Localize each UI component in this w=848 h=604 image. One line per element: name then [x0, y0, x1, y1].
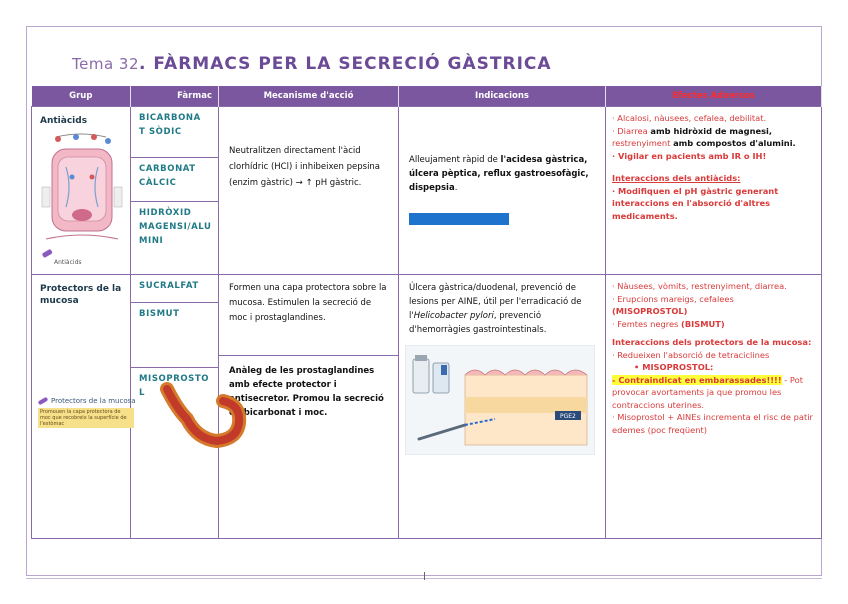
title-main: . FÀRMACS PER LA SECRECIÓ GÀSTRICA	[139, 54, 552, 74]
effect-warning: · Vigilar en pacients amb IR o IH!	[612, 150, 767, 161]
interactions-header-protectors: Interaccions dels protectors de la mucosa:	[612, 337, 812, 347]
effect-line: · Erupcions mareigs, cefalees	[612, 293, 734, 304]
indication-antacids-bold: l'acidesa gàstrica, úlcera pèptica, reflux gastroesofàgic, dispepsia	[409, 155, 589, 193]
drug-misoprostol: MISOPROSTO L	[131, 367, 218, 404]
mechanism-protectors: Formen una capa protectora sobre la mucosa. Estimulen la secreció de moc i prostaglandines.	[229, 283, 387, 323]
table-row-antacids	[32, 107, 822, 275]
title-prefix: Tema 32	[72, 55, 140, 73]
effect-constipation: restrenyiment	[612, 138, 674, 148]
effect-line: · Alcalosi, nàusees, cefalea, debilitat.	[612, 113, 767, 123]
capsule-icon	[38, 397, 49, 405]
effects-cell-protectors	[606, 275, 822, 539]
group-cell-protectors	[32, 275, 136, 539]
header-adverse-effects: Efectes Adversos	[606, 86, 822, 107]
protectors-image-label: Protectors de la mucosa	[38, 397, 208, 405]
header-row	[32, 86, 822, 107]
header-drug: Fàrmac	[131, 86, 219, 107]
mechanism-antacids: Neutralitzen directament l'àcid clorhídric (HCl) i inhibeixen pepsina (enzim gàstric) → ↑ pH gàstric.	[229, 146, 381, 188]
drug-cell-antacids	[131, 107, 219, 275]
effect-black-stool: · Femtes negres	[612, 318, 682, 329]
misoprostol-bullet: • MISOPROSTOL:	[634, 362, 714, 372]
effect-diarrhea: · Diarrea	[612, 125, 651, 136]
page-title	[72, 54, 552, 74]
effect-line	[612, 125, 815, 138]
drug-table	[31, 86, 822, 539]
indication-protectors-pre: Úlcera gàstrica/duodenal, prevenció de lesions per AINE, útil per l'erradicació de l'	[409, 283, 582, 321]
effect-abortion-risk: - Pot provocar avortaments ja que promou les contraccions uterines.	[612, 374, 803, 410]
drug-calcium-carbonate: CARBONAT CÀLCIC	[131, 157, 218, 201]
indications-cell-antacids	[399, 107, 606, 275]
group-title-protectors: Protectors de la mucosa	[40, 284, 122, 306]
drug-cell-protectors	[131, 275, 219, 539]
group-cell-antacids	[32, 107, 131, 275]
effects-antacids	[606, 107, 821, 227]
highlight-bar	[409, 213, 509, 225]
indications-cell-protectors	[399, 275, 606, 539]
drug-sucralfate: SUCRALFAT	[139, 281, 199, 291]
indications-protectors	[399, 275, 605, 343]
indication-antacids-post: .	[454, 183, 458, 193]
header-group: Grup	[32, 86, 131, 107]
header-mechanism: Mecanisme d'acció	[219, 86, 399, 107]
effect-line: (MISOPROSTOL)	[612, 306, 688, 316]
effects-cell-antacids	[606, 107, 822, 275]
indication-antacids-pre: Alleujament ràpid de	[409, 155, 501, 165]
effect-line	[612, 137, 815, 150]
effect-line	[612, 318, 815, 331]
pge2-label: PGE2	[560, 413, 576, 420]
indication-protectors-post: , prevenció d'hemorràgies gastrointestinals.	[409, 311, 547, 335]
drug-bismuth: BISMUT	[131, 302, 218, 367]
footer-tick	[424, 572, 425, 580]
drug-magnesium-aluminium-hydroxide: HIDRÒXID MAGENSI/ALU MINI	[131, 201, 218, 252]
contraindication-pregnancy: - Contraindicat en embarassades!!!!	[612, 374, 782, 385]
effect-line: · Nàusees, vòmits, restrenyiment, diarrea.	[612, 281, 787, 291]
antacids-image-label: Antiàcids	[54, 259, 82, 266]
mucosa-figure	[405, 345, 595, 455]
effect-black-stool-cause: (BISMUT)	[681, 318, 725, 329]
mechanism-cell-antacids	[219, 107, 399, 275]
interactions-antacids: · Modifiquen el pH gàstric generant interaccions en l'absorció d'altres medicaments.	[612, 185, 779, 221]
mechanism-misoprostol: Anàleg de les prostaglandines amb efecte protector i antisecretor. Promou la secreció de bicarbonat i moc.	[219, 355, 398, 428]
indications-antacids	[399, 107, 605, 201]
stomach-cell-illustration	[36, 127, 126, 267]
stomach-illustration	[157, 379, 247, 459]
effect-edema-risk: · Misoprostol + AINEs incrementa el risc de patir edemes (poc freqüent)	[612, 412, 813, 435]
drug-sodium-bicarbonate: BICARBONA T SÒDIC	[139, 113, 201, 137]
header-indications: Indicacions	[399, 86, 606, 107]
effect-constipation-cause: amb compostos d'alumini.	[673, 138, 796, 148]
table-row-protectors	[32, 275, 822, 539]
interactions-tetracyclines: · Redueixen l'absorció de tetraciclines	[612, 349, 770, 360]
protectors-image-caption: Promouen la capa protectora de moc que recobreix la superfície de l'estòmac	[38, 408, 134, 428]
indication-protectors-italic: Helicobacter pylori	[413, 311, 494, 321]
effect-line	[612, 374, 815, 412]
interactions-header-antacids: Interaccions dels antiàcids:	[612, 173, 741, 183]
effect-diarrhea-cause: amb hidròxid de magnesi,	[650, 125, 773, 136]
group-title-antacids: Antiàcids	[40, 116, 88, 126]
effects-protectors	[606, 275, 821, 441]
